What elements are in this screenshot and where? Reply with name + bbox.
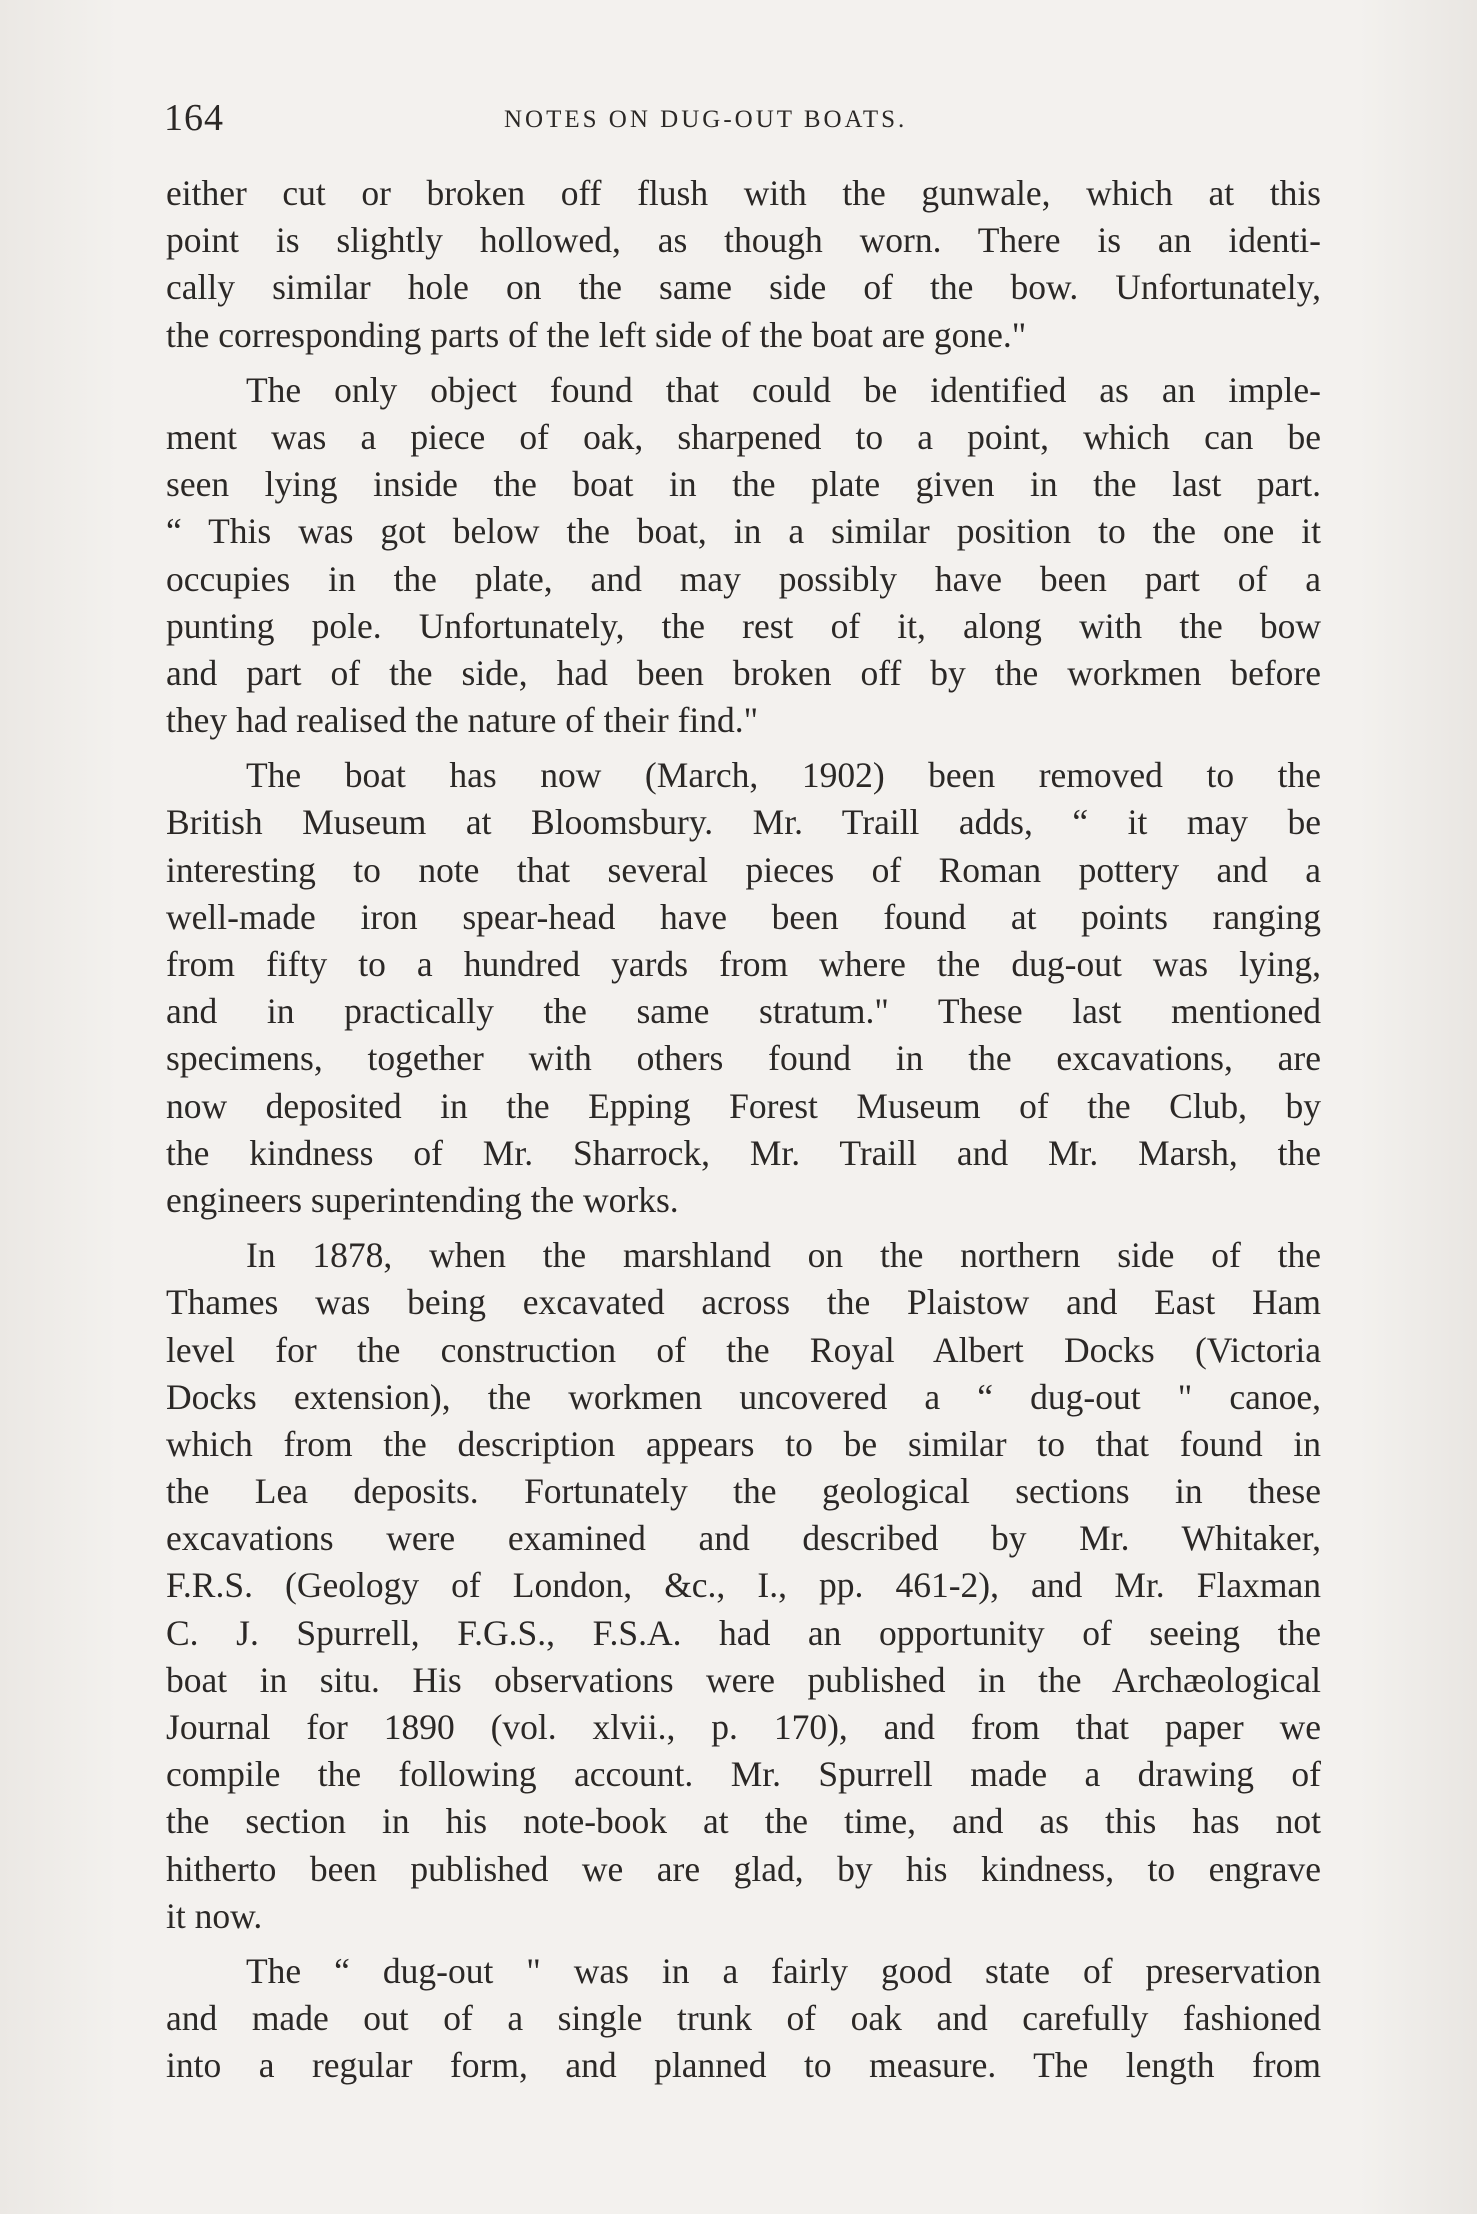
text-line: point is slightly hollowed, as though worn. There is an identi-: [166, 220, 1321, 261]
text-line: specimens, together with others found in the excavations, are: [166, 1038, 1321, 1079]
text-line: and part of the side, had been broken off by the workmen before: [166, 652, 1321, 693]
text-line: the Lea deposits. Fortunately the geological sections in these: [166, 1471, 1321, 1512]
text-line: cally similar hole on the same side of the bow. Unfortunately,: [166, 267, 1321, 308]
text-line: and made out of a single trunk of oak and carefully fashioned: [166, 1998, 1321, 2039]
body-text: [166, 170, 1321, 2090]
text-line: compile the following account. Mr. Spurrell made a drawing of: [166, 1754, 1321, 1795]
text-line: Thames was being excavated across the Plaistow and East Ham: [166, 1282, 1321, 1323]
text-line: “ This was got below the boat, in a similar position to the one it: [166, 511, 1321, 552]
text-line: which from the description appears to be similar to that found in: [166, 1423, 1321, 1464]
text-line: Docks extension), the workmen uncovered a “ dug-out " canoe,: [166, 1376, 1321, 1417]
text-line: The only object found that could be identified as an imple-: [246, 369, 1321, 410]
text-line: level for the construction of the Royal Albert Docks (Victoria: [166, 1329, 1321, 1370]
text-line: British Museum at Bloomsbury. Mr. Traill adds, “ it may be: [166, 802, 1321, 843]
text-line: ment was a piece of oak, sharpened to a point, which can be: [166, 416, 1321, 457]
page-number: 164: [164, 97, 224, 139]
text-line: The boat has now (March, 1902) been removed to the: [246, 755, 1321, 796]
text-line: into a regular form, and planned to measure. The length from: [166, 2045, 1321, 2086]
text-line: either cut or broken off flush with the gunwale, which at this: [166, 173, 1321, 213]
text-line: F.R.S. (Geology of London, &c., I., pp. 461-2), and Mr. Flaxman: [166, 1565, 1321, 1606]
running-head: [164, 96, 1319, 146]
text-line: occupies in the plate, and may possibly have been part of a: [166, 558, 1321, 599]
text-line: seen lying inside the boat in the plate given in the last part.: [166, 464, 1321, 505]
text-line: Journal for 1890 (vol. xlvii., p. 170), and from that paper we: [166, 1707, 1321, 1747]
text-line: C. J. Spurrell, F.G.S., F.S.A. had an opportunity of seeing the: [166, 1612, 1321, 1653]
text-line: excavations were examined and described by Mr. Whitaker,: [166, 1518, 1321, 1559]
text-line: the section in his note-book at the time, and as this has not: [166, 1801, 1321, 1842]
text-line: The “ dug-out " was in a fairly good state of preservation: [246, 1950, 1321, 1991]
text-line: they had realised the nature of their find.": [166, 700, 759, 741]
text-line: and in practically the same stratum." These last mentioned: [166, 991, 1321, 1032]
text-line: In 1878, when the marshland on the northern side of the: [246, 1235, 1321, 1276]
text-line: the kindness of Mr. Sharrock, Mr. Traill and Mr. Marsh, the: [166, 1132, 1321, 1173]
text-line: now deposited in the Epping Forest Museum of the Club, by: [166, 1085, 1321, 1126]
text-line: boat in situ. His observations were published in the Archæological: [166, 1659, 1321, 1700]
text-line: well-made iron spear-head have been found at points ranging: [166, 896, 1321, 937]
text-line: it now.: [166, 1895, 263, 1936]
text-line: engineers superintending the works.: [166, 1179, 679, 1220]
text-line: punting pole. Unfortunately, the rest of it, along with the bow: [166, 605, 1321, 646]
running-title: NOTES ON DUG-OUT BOATS.: [504, 106, 908, 133]
text-line: interesting to note that several pieces of Roman pottery and a: [166, 849, 1321, 890]
text-line: hitherto been published we are glad, by his kindness, to engrave: [166, 1848, 1321, 1889]
text-line: the corresponding parts of the left side of the boat are gone.": [166, 314, 1027, 355]
text-line: from fifty to a hundred yards from where the dug-out was lying,: [166, 944, 1321, 984]
